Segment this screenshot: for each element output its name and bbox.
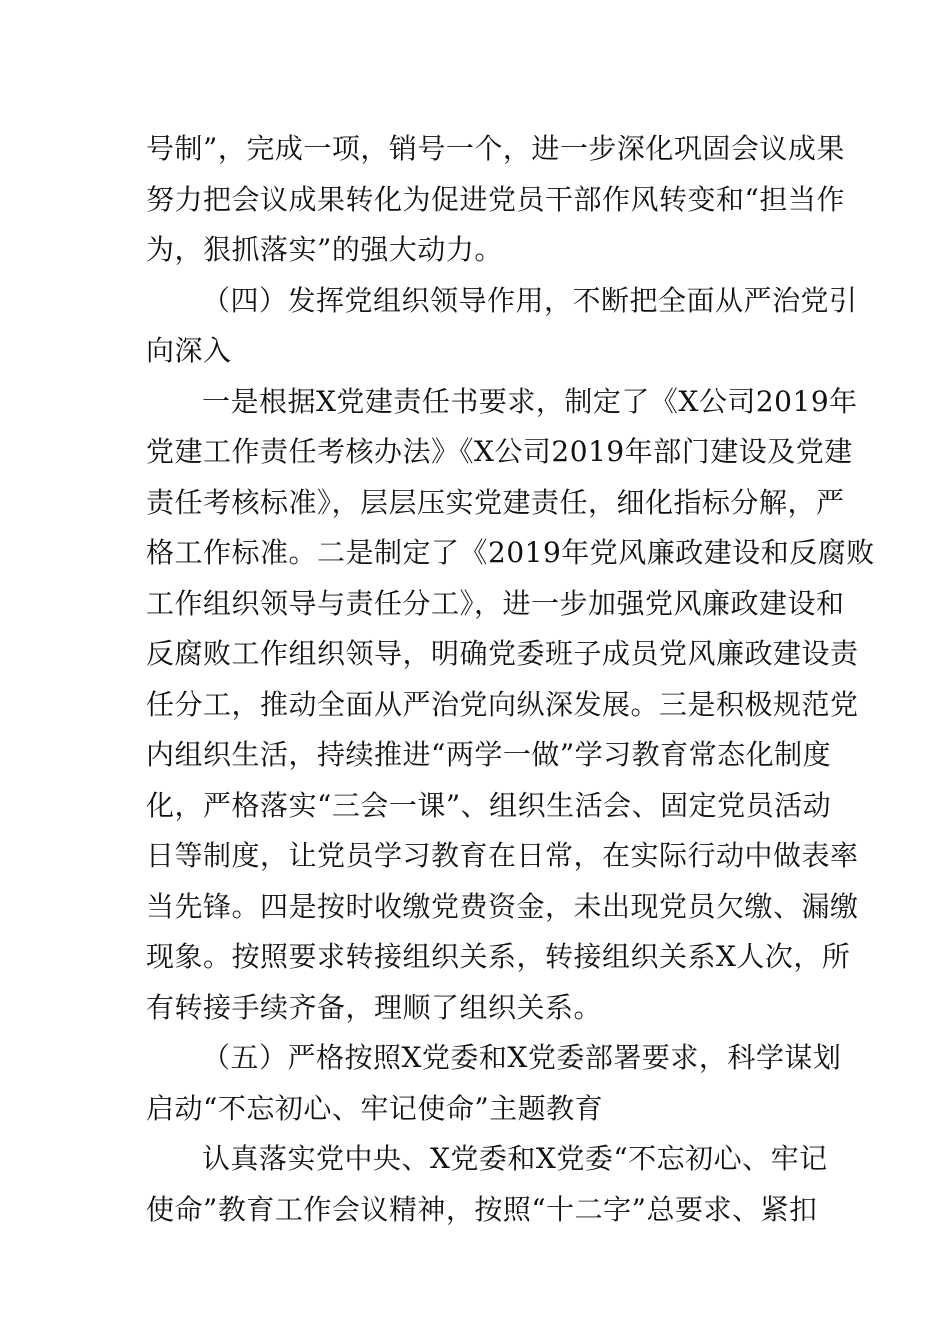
paragraph-line: 日等制度，让党员学习教育在日常，在实际行动中做表率 <box>146 839 859 872</box>
section-heading-line: 向深入 <box>146 334 232 367</box>
section-heading-line: 启动“不忘初心、牢记使命”主题教育 <box>146 1091 604 1125</box>
paragraph-line: 一是根据X党建责任书要求，制定了《X公司2019年 <box>202 384 858 418</box>
section-heading-line: （五）严格按照X党委和X党委部署要求，科学谋划 <box>202 1041 842 1074</box>
document-body <box>146 124 875 1235</box>
paragraph-line: 反腐败工作组织领导，明确党委班子成员党风廉政建设责 <box>146 637 859 670</box>
paragraph-line: 努力把会议成果转化为促进党员干部作风转变和“担当作 <box>146 182 845 216</box>
paragraph-line: 工作组织领导与责任分工》，进一步加强党风廉政建设和 <box>146 586 845 620</box>
paragraph-line: 党建工作责任考核办法》《X公司2019年部门建设及党建 <box>146 435 853 468</box>
paragraph-line: 格工作标准。二是制定了《2019年党风廉政建设和反腐败 <box>146 536 875 569</box>
paragraph-line: 使命”教育工作会议精神，按照“十二字”总要求、紧扣 <box>146 1192 818 1226</box>
paragraph-line: 责任考核标准》，层层压实党建责任，细化指标分解，严 <box>146 485 845 519</box>
paragraph-line: 任分工，推动全面从严治党向纵深发展。三是积极规范党 <box>146 687 859 721</box>
paragraph-line: 内组织生活，持续推进“两学一做”学习教育常态化制度 <box>146 738 832 771</box>
paragraph-line: 为，狠抓落实”的强大动力。 <box>146 233 503 266</box>
paragraph-line: 号制”，完成一项，销号一个，进一步深化巩固会议成果 <box>146 132 845 165</box>
paragraph-line: 有转接手续齐备，理顺了组织关系。 <box>146 990 603 1024</box>
section-heading-line: （四）发挥党组织领导作用，不断把全面从严治党引 <box>202 283 858 317</box>
paragraph-line: 当先锋。四是按时收缴党费资金，未出现党员欠缴、漏缴 <box>146 889 859 923</box>
paragraph-line: 现象。按照要求转接组织关系，转接组织关系X人次，所 <box>146 940 851 973</box>
paragraph-line: 化，严格落实“三会一课”、组织生活会、固定党员活动 <box>146 788 832 822</box>
paragraph-line: 认真落实党中央、X党委和X党委“不忘初心、牢记 <box>202 1142 828 1175</box>
